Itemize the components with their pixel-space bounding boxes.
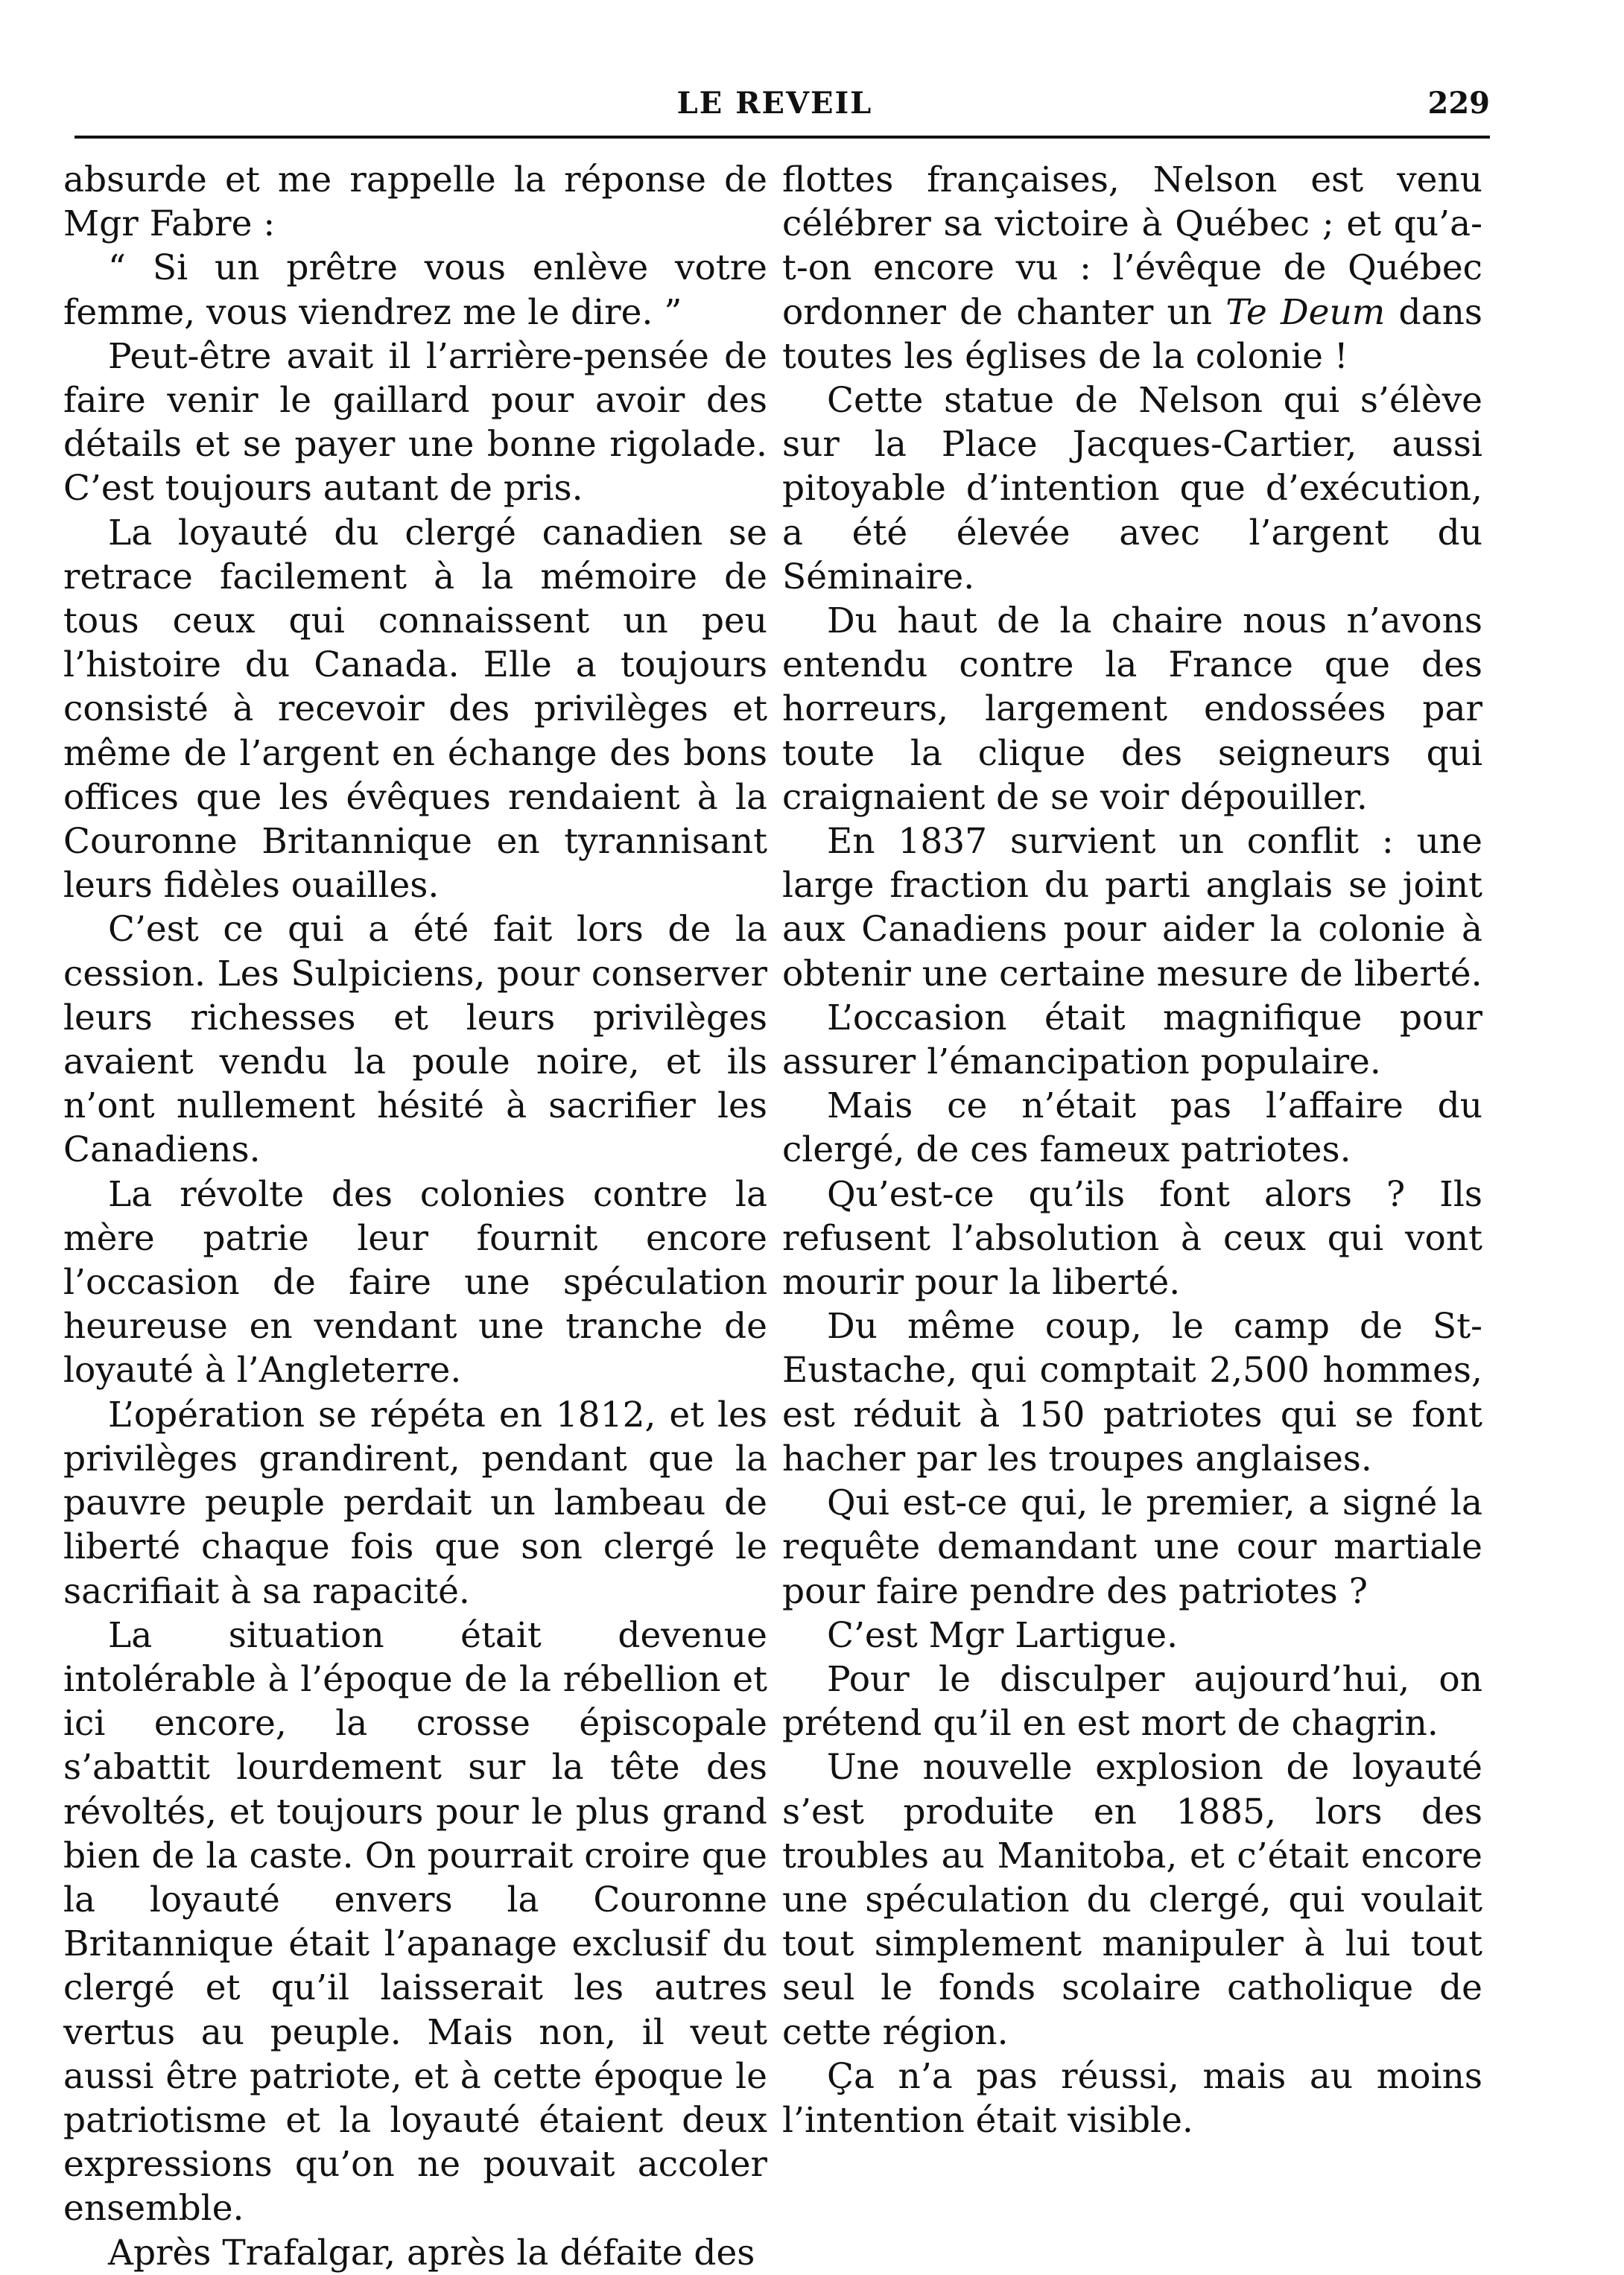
paragraph: La situation était devenue intolérable à l’époque de la rébellion et ici encore, la crosse épiscopale s’abattit lourdement sur la tête des révoltés, et toujours pour le plus grand bien de la caste. On pourrait croire que la loyauté envers la Couronne Britannique était l’apanage exclusif du clergé et qu’il laisserait les autres vertus au peuple. Mais non, il veut aussi être patriote, et à cette époque le patriotisme et la loyauté étaient deux expressions qu’on ne pouvait accoler ensemble. [63,1614,767,2230]
paragraph: Qu’est-ce qu’ils font alors ? Ils refusent l’absolution à ceux qui vont mourir pour la liberté. [782,1173,1482,1304]
paragraph: Mais ce n’était pas l’affaire du clergé, de ces fameux patriotes. [782,1085,1482,1171]
paragraph: C’est ce qui a été fait lors de la cession. Les Sulpiciens, pour conserver leurs richesses et leurs privilèges avaient vendu la poule noire, et ils n’ont nullement hésité à sacrifier les Canadiens. [63,909,767,1171]
paragraph: Cette statue de Nelson qui s’élève sur la Place Jacques-Cartier, aussi pitoyable d’intention que d’exécution, a été élevée avec l’argent du Séminaire. [782,380,1482,597]
quote-paragraph: “ Si un prêtre vous enlève votre femme, vous viendrez me le dire. ” [63,247,767,333]
right-column [782,158,1482,2142]
page-number: 229 [1427,86,1490,121]
italic-title: Te Deum [1225,291,1386,333]
header-rule [74,136,1490,139]
text-run: flottes françaises, Nelson est venu célébrer sa victoire à Québec ; et qu’a-t-on encore vu : l’évêque de Québec ordonner de chanter un [782,159,1482,333]
paragraph: Une nouvelle explosion de loyauté s’est produite en 1885, lors des troubles au Manitoba, et c’était encore une spéculation du clergé, qui voulait tout simplement manipuler à lui tout seul le fonds scolaire catholique de cette région. [782,1747,1482,2053]
paragraph: absurde et me rappelle la réponse de Mgr Fabre : [63,159,767,245]
paragraph: La révolte des colonies contre la mère patrie leur fournit encore l’occasion de faire une spéculation heureuse en vendant une tranche de loyauté à l’Angleterre. [63,1173,767,1392]
page-header [60,78,1490,130]
running-title: LE REVEIL [676,86,873,121]
paragraph: Après Trafalgar, après la défaite des [108,2232,755,2274]
paragraph [782,158,1482,378]
paragraph: En 1837 survient un conflit : une large fraction du parti anglais se joint aux Canadiens pour aider la colonie à obtenir une certaine mesure de liberté. [782,821,1482,994]
paragraph: Du haut de la chaire nous n’avons entendu contre la France que des horreurs, largement endossées par toute la clique des seigneurs qui craignaient de se voir dépouiller. [782,600,1482,818]
paragraph: Ça n’a pas réussi, mais au moins l’intention était visible. [782,2055,1482,2141]
left-column [63,158,767,2275]
paragraph: C’est Mgr Lartigue. [827,1614,1179,1656]
paragraph: Qui est-ce qui, le premier, a signé la requête demandant une cour martiale pour faire pendre des patriotes ? [782,1482,1482,1612]
paragraph: Pour le disculper aujourd’hui, on prétend qu’il en est mort de chagrin. [782,1658,1482,1745]
text-run: dans toutes les églises de la colonie ! [782,291,1482,377]
paragraph: L’opération se répéta en 1812, et les privilèges grandirent, pendant que la pauvre peuple perdait un lambeau de liberté chaque fois que son clergé le sacrifiait à sa rapacité. [63,1394,767,1612]
paragraph: La loyauté du clergé canadien se retrace facilement à la mémoire de tous ceux qui connaissent un peu l’histoire du Canada. Elle a toujours consisté à recevoir des privilèges et même de l’argent en échange des bons offices que les évêques rendaient à la Couronne Britannique en tyrannisant leurs fidèles ouailles. [63,512,767,907]
paragraph: Du même coup, le camp de St-Eustache, qui comptait 2,500 hommes, est réduit à 150 patriotes qui se font hacher par les troupes anglaises. [782,1306,1482,1479]
paragraph: Peut-être avait il l’arrière-pensée de faire venir le gaillard pour avoir des détails et se payer une bonne rigolade. C’est toujours autant de pris. [63,335,767,510]
paragraph: L’occasion était magnifique pour assurer l’émancipation populaire. [782,997,1482,1083]
